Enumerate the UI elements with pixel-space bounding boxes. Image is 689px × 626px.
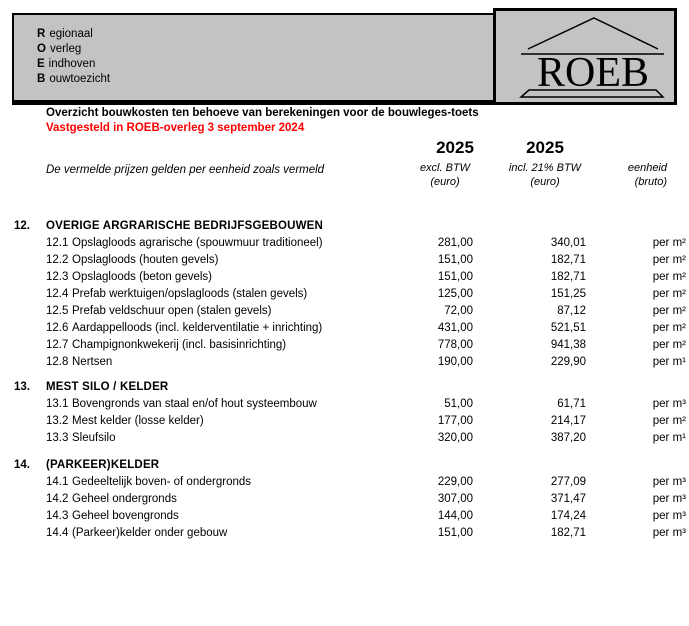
- acronym-rest: ouwtoezicht: [49, 73, 111, 85]
- row-number: 12.4: [46, 288, 69, 300]
- table-row: [12, 320, 686, 337]
- row-unit: per m²: [652, 237, 686, 249]
- section-number: 12.: [14, 220, 30, 232]
- col-unit-label: eenheid: [627, 162, 667, 174]
- row-price-incl: 941,38: [550, 339, 586, 351]
- acronym-letter: B: [37, 73, 46, 85]
- row-price-incl: 174,24: [550, 510, 586, 522]
- row-price-incl: 371,47: [550, 493, 586, 505]
- acronym-line: [37, 27, 110, 42]
- row-number: 12.3: [46, 271, 69, 283]
- row-number: 14.2: [46, 493, 69, 505]
- table-row: [12, 491, 686, 508]
- table-row: [12, 269, 686, 286]
- row-number: 13.1: [46, 398, 69, 410]
- row-price-excl: 431,00: [437, 322, 473, 334]
- row-label: Prefab veldschuur open (stalen gevels): [72, 305, 272, 317]
- row-label: Sleufsilo: [72, 432, 116, 444]
- acronym-line: [37, 42, 110, 57]
- table-row: [12, 303, 686, 320]
- row-unit: per m³: [652, 398, 686, 410]
- col-excl-euro-label: (euro): [430, 176, 460, 188]
- row-price-excl: 190,00: [437, 356, 473, 368]
- col-year-excl: 2025: [436, 138, 474, 157]
- row-price-incl: 61,71: [557, 398, 586, 410]
- row-price-excl: 778,00: [437, 339, 473, 351]
- table-row: [12, 525, 686, 542]
- row-unit: per m³: [652, 510, 686, 522]
- row-label: Geheel ondergronds: [72, 493, 177, 505]
- row-price-excl: 177,00: [437, 415, 473, 427]
- section-header: [12, 379, 686, 396]
- section-number: 14.: [14, 459, 30, 471]
- row-label: Champignonkwekerij (incl. basisinrichting): [72, 339, 287, 351]
- table-row: [12, 430, 686, 447]
- row-unit: per m²: [652, 339, 686, 351]
- row-label: Opslagloods agrarische (spouwmuur traditioneel): [72, 237, 323, 249]
- col-unit-bruto-label: (bruto): [634, 176, 667, 188]
- row-number: 12.8: [46, 356, 69, 368]
- row-unit: per m²: [652, 415, 686, 427]
- row-label: Nertsen: [72, 356, 113, 368]
- row-label: Bovengronds van staal en/of hout systeembouw: [72, 398, 317, 410]
- roeb-logo: [493, 8, 677, 105]
- col-incl-btw-label: incl. 21% BTW: [508, 162, 582, 174]
- row-label: Opslagloods (beton gevels): [72, 271, 212, 283]
- adoption-note: Vastgesteld in ROEB-overleg 3 september 2024: [46, 122, 305, 134]
- page-title: Overzicht bouwkosten ten behoeve van berekeningen voor de bouwleges-toets: [46, 107, 479, 119]
- row-price-incl: 387,20: [550, 432, 586, 444]
- acronym-rest: verleg: [49, 43, 82, 55]
- row-price-incl: 214,17: [550, 415, 586, 427]
- row-number: 12.5: [46, 305, 69, 317]
- row-price-excl: 281,00: [437, 237, 473, 249]
- row-unit: per m²: [652, 322, 686, 334]
- table-row: [12, 396, 686, 413]
- row-unit: per m¹: [652, 432, 686, 444]
- section-title: OVERIGE ARGRARISCHE BEDRIJFSGEBOUWEN: [46, 220, 324, 232]
- row-label: Geheel bovengronds: [72, 510, 179, 522]
- acronym-line: [37, 72, 110, 87]
- row-number: 12.7: [46, 339, 69, 351]
- table-row: [12, 474, 686, 491]
- logo-text: ROEB: [536, 50, 650, 96]
- row-price-incl: 229,90: [550, 356, 586, 368]
- acronym-letter: R: [37, 28, 46, 40]
- acronym-letter: O: [37, 43, 46, 55]
- row-price-incl: 182,71: [550, 271, 586, 283]
- row-price-excl: 144,00: [437, 510, 473, 522]
- row-number: 12.1: [46, 237, 69, 249]
- row-price-incl: 182,71: [550, 254, 586, 266]
- section-header: [12, 218, 686, 235]
- row-number: 14.1: [46, 476, 69, 488]
- table-row: [12, 508, 686, 525]
- row-price-excl: 125,00: [437, 288, 473, 300]
- table-row: [12, 252, 686, 269]
- row-number: 14.3: [46, 510, 69, 522]
- row-price-excl: 229,00: [437, 476, 473, 488]
- row-price-excl: 151,00: [437, 254, 473, 266]
- table-row: [12, 413, 686, 430]
- section-header: [12, 457, 686, 474]
- row-price-excl: 51,00: [444, 398, 473, 410]
- row-unit: per m²: [652, 254, 686, 266]
- row-unit: per m¹: [652, 356, 686, 368]
- table-row: [12, 286, 686, 303]
- row-label: Mest kelder (losse kelder): [72, 415, 204, 427]
- row-price-excl: 151,00: [437, 527, 473, 539]
- acronym-rest: indhoven: [48, 58, 96, 70]
- col-excl-btw-label: excl. BTW: [419, 162, 471, 174]
- row-price-incl: 521,51: [550, 322, 586, 334]
- row-price-excl: 72,00: [444, 305, 473, 317]
- table-row: [12, 354, 686, 371]
- unit-note: De vermelde prijzen gelden per eenheid zoals vermeld: [46, 164, 325, 176]
- row-unit: per m³: [652, 493, 686, 505]
- row-unit: per m³: [652, 527, 686, 539]
- row-unit: per m²: [652, 271, 686, 283]
- row-number: 13.2: [46, 415, 69, 427]
- row-number: 12.6: [46, 322, 69, 334]
- table-row: [12, 337, 686, 354]
- row-price-excl: 307,00: [437, 493, 473, 505]
- cost-table: [12, 218, 686, 542]
- temple-icon: [496, 11, 674, 102]
- acronym-rest: egionaal: [49, 28, 93, 40]
- row-number: 14.4: [46, 527, 69, 539]
- section-title: MEST SILO / KELDER: [46, 381, 169, 393]
- section-title: (PARKEER)KELDER: [46, 459, 160, 471]
- acronym-line: [37, 57, 110, 72]
- col-year-incl: 2025: [526, 138, 564, 157]
- row-price-excl: 151,00: [437, 271, 473, 283]
- row-label: Gedeeltelijk boven- of ondergronds: [72, 476, 252, 488]
- row-price-incl: 151,25: [550, 288, 586, 300]
- row-label: Opslagloods (houten gevels): [72, 254, 219, 266]
- row-number: 13.3: [46, 432, 69, 444]
- row-unit: per m²: [652, 305, 686, 317]
- row-label: (Parkeer)kelder onder gebouw: [72, 527, 228, 539]
- row-number: 12.2: [46, 254, 69, 266]
- row-unit: per m²: [652, 288, 686, 300]
- row-price-excl: 320,00: [437, 432, 473, 444]
- row-label: Prefab werktuigen/opslagloods (stalen gevels): [72, 288, 308, 300]
- row-price-incl: 87,12: [557, 305, 586, 317]
- acronym-letter: E: [37, 58, 45, 70]
- col-incl-euro-label: (euro): [530, 176, 560, 188]
- row-price-incl: 277,09: [550, 476, 586, 488]
- row-label: Aardappelloods (incl. kelderventilatie + inrichting): [72, 322, 323, 334]
- section-number: 13.: [14, 381, 30, 393]
- row-unit: per m³: [652, 476, 686, 488]
- row-price-incl: 340,01: [550, 237, 586, 249]
- roeb-acronym: [37, 27, 110, 87]
- row-price-incl: 182,71: [550, 527, 586, 539]
- table-row: [12, 235, 686, 252]
